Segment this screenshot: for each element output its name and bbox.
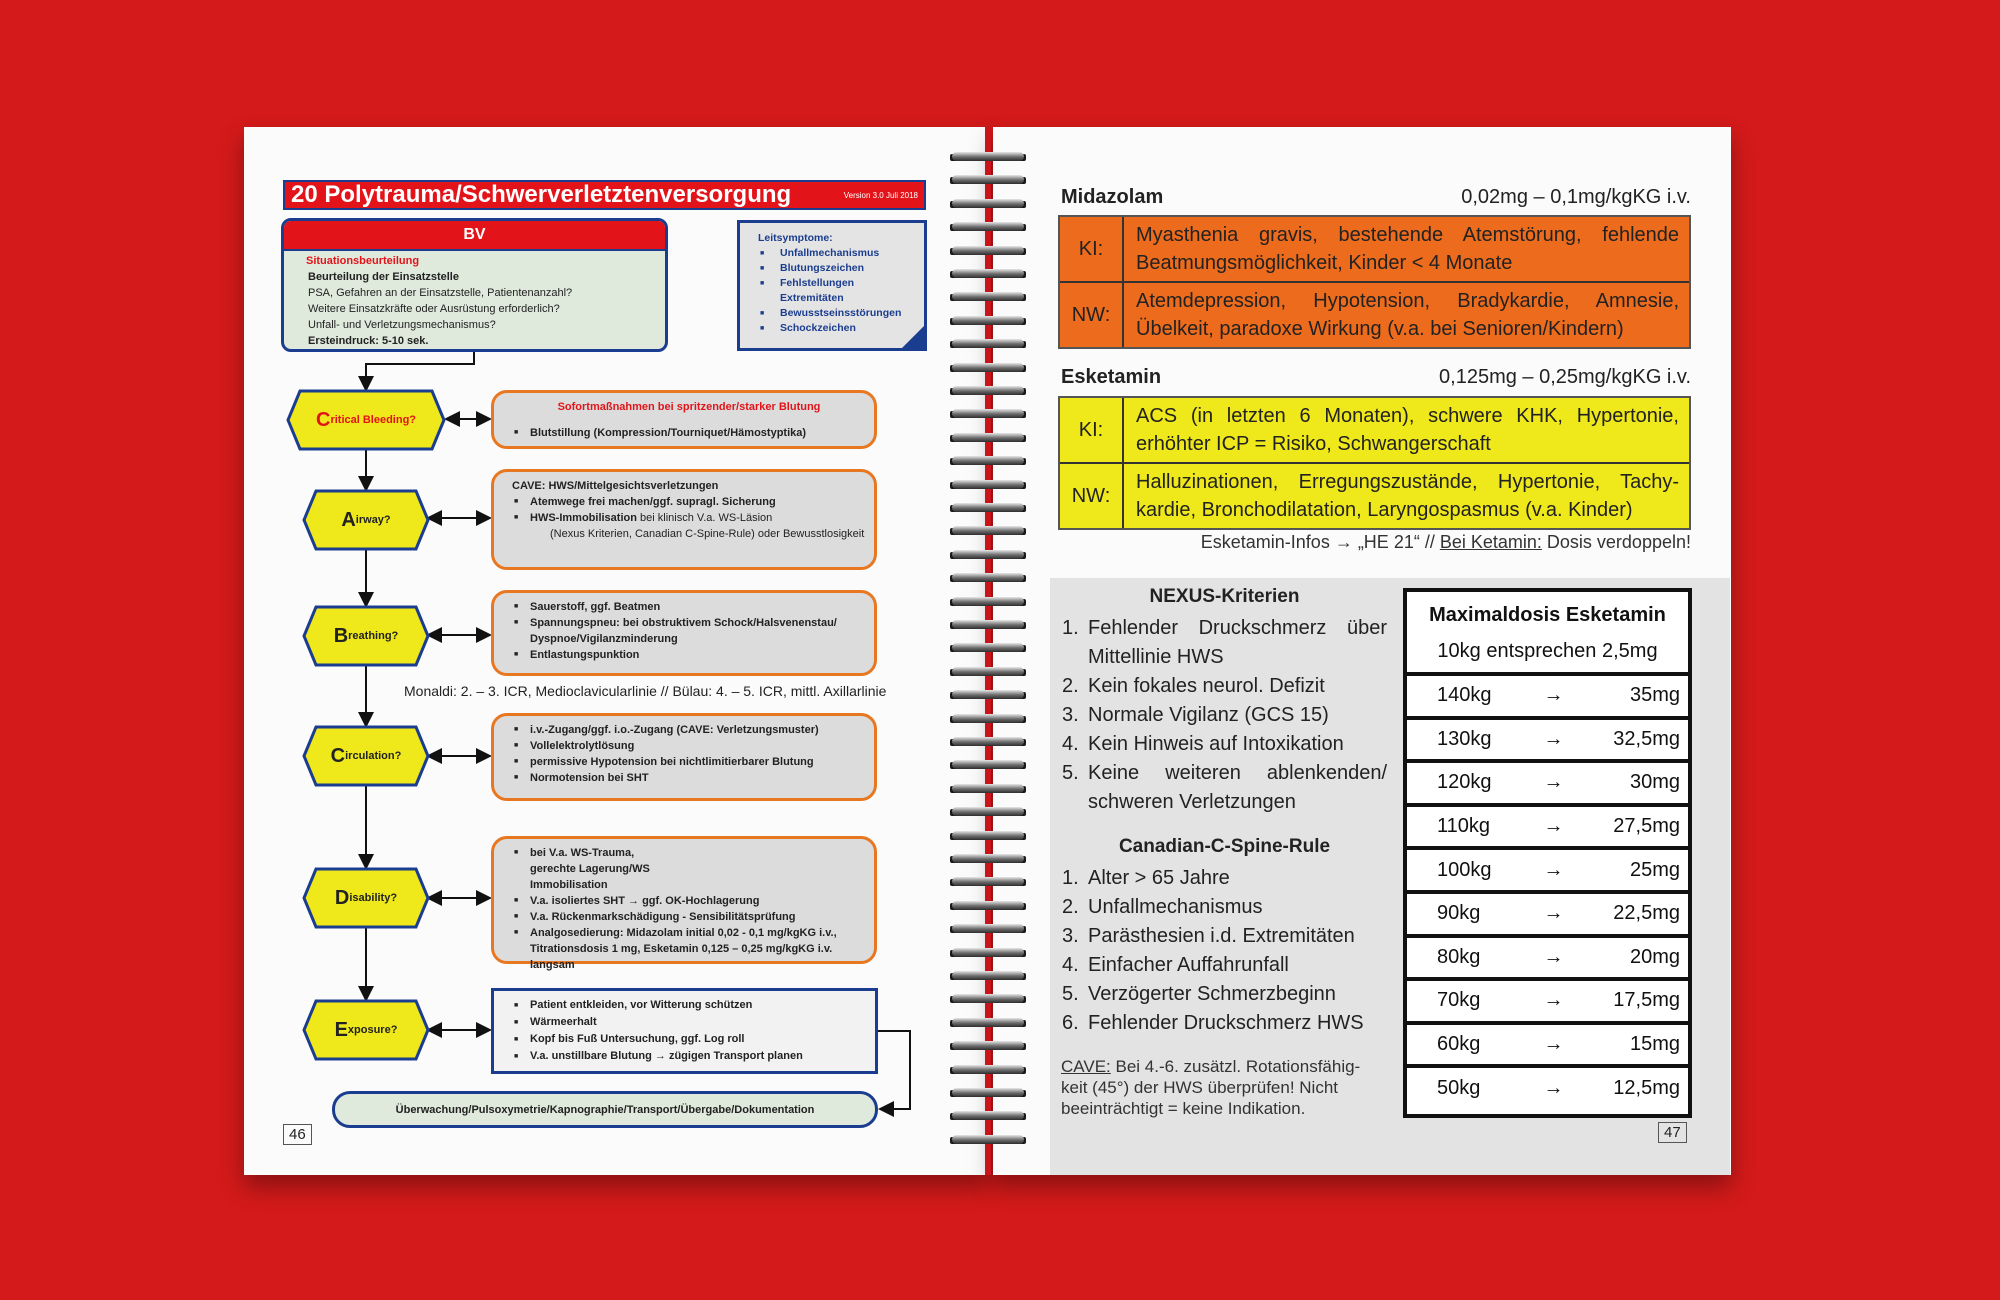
step-airway — [302, 489, 430, 551]
dose-weight: 120kg — [1437, 771, 1492, 794]
box-item: ■ Sauerstoff, ggf. Beatmen — [512, 599, 866, 615]
list-item: 5. Keine weiteren ablenkenden/ schweren Verletzungen — [1062, 762, 1387, 813]
dose-amount: 12,5mg — [1613, 1076, 1680, 1099]
max-dose-subtitle: 10kg entsprechen 2,5mg — [1437, 640, 1658, 662]
page-number-left: 46 — [283, 1124, 312, 1145]
list-item: 2. Kein fokales neurol. Defizit — [1062, 675, 1325, 697]
hws-rest: bei klinisch V.a. WS-Läsion — [636, 512, 773, 524]
list-item: 6. Fehlender Druckschmerz HWS — [1062, 1012, 1364, 1034]
step-label: isability? — [349, 892, 398, 904]
dose-amount: 32,5mg — [1613, 727, 1680, 750]
dose-row — [1407, 803, 1688, 847]
nw-text: Atemdepression, Hypotension, Bradykardie, Amnesie, Übelkeit, paradoxe Wirkung (v.a. bei Senioren/Kindern) — [1124, 281, 1689, 347]
arrow-icon: → — [1543, 727, 1564, 750]
cave-note — [1061, 1056, 1386, 1119]
dose-weight: 50kg — [1437, 1076, 1481, 1099]
step-label: reathing? — [348, 630, 399, 642]
box-circulation — [491, 713, 877, 801]
box-item: ■ Spannungspneu: bei obstruktivem Schock/Halsvenenstau/ Dyspnoe/Vigilanzminderung — [512, 615, 866, 647]
dose-weight: 60kg — [1437, 1033, 1481, 1056]
dose-weight: 70kg — [1437, 989, 1481, 1012]
step-exposure — [302, 999, 430, 1061]
box-item — [512, 510, 866, 526]
note-underline: Bei Ketamin: — [1439, 532, 1542, 552]
arrow-icon: → — [1543, 945, 1564, 968]
ki-text: Myasthenia gravis, bestehende Atemstörung, fehlende Beatmungsmöglichkeit, Kinder < 4 Monate — [1136, 224, 1679, 274]
dose-amount: 35mg — [1629, 684, 1680, 707]
box-item: ■ Vollelektrolytlösung — [512, 738, 866, 754]
dose-row — [1407, 1064, 1688, 1108]
ki-text: ACS (in letzten 6 Monaten), schwere KHK, Hypertonie, erhöhter ICP = Risiko, Schwangerschaft — [1136, 405, 1679, 455]
corner-triangle — [902, 326, 924, 348]
list-item: 1. Alter > 65 Jahre — [1062, 867, 1230, 889]
einsatzstelle-label: Beurteilung der Einsatzstelle — [308, 271, 459, 283]
dose-row — [1407, 672, 1688, 716]
leitsymptom-item: ■ Fehlstellungen Extremitäten — [758, 276, 878, 306]
box-item: ■ i.v.-Zugang/ggf. i.o.-Zugang (CAVE: Verletzungsmuster) — [512, 722, 866, 738]
list-item: 3. Parästhesien i.d. Extremitäten — [1062, 925, 1355, 947]
step-letter: D — [334, 886, 350, 909]
chapter-title: 20 Polytrauma/Schwerverletztenversorgung — [291, 181, 792, 208]
list-item: 3. Normale Vigilanz (GCS 15) — [1062, 704, 1329, 726]
box-item: ■ Normotension bei SHT — [512, 770, 866, 786]
step-label: ritical Bleeding? — [330, 414, 417, 426]
step-label: irway? — [355, 514, 391, 526]
nw-text: Halluzinationen, Erregungszustände, Hypertonie, Tachy-kardie, Bronchodilatation, Laryngospasmus (v.a. Kinder) — [1124, 462, 1689, 528]
arrow-icon: → — [1543, 1076, 1564, 1099]
dose-weight: 140kg — [1437, 684, 1492, 707]
bv-line: Unfall- und Verletzungsmechanismus? — [308, 319, 496, 331]
esketamin-note — [1160, 532, 1691, 553]
drug-dose: 0,02mg – 0,1mg/kgKG i.v. — [1461, 186, 1691, 208]
dose-weight: 90kg — [1437, 902, 1481, 925]
box-item: ■ Atemwege frei machen/ggf. supragl. Sicherung — [512, 494, 866, 510]
midazolam-table — [1058, 215, 1691, 349]
dose-amount: 17,5mg — [1613, 989, 1680, 1012]
step-critical-bleeding — [286, 389, 446, 451]
box-disability — [491, 836, 877, 971]
max-dose-title: Maximaldosis Esketamin — [1429, 604, 1666, 626]
arrow-icon: → — [1543, 902, 1564, 925]
ersteindruck-label: Ersteindruck: 5-10 sek. — [308, 335, 429, 347]
max-dose-table — [1403, 588, 1692, 1118]
dose-row — [1407, 890, 1688, 934]
dose-amount: 25mg — [1629, 858, 1680, 881]
nw-label: NW: — [1060, 281, 1124, 347]
drug-dose: 0,125mg – 0,25mg/kgKG i.v. — [1439, 366, 1691, 388]
box-item: ■ V.a. Rückenmarkschädigung - Sensibilitätsprüfung — [512, 909, 866, 925]
leitsymptom-item: ■ Schockzeichen — [758, 321, 924, 336]
box-item: ■ permissive Hypotension bei nichtlimitierbarer Blutung — [512, 754, 866, 770]
chapter-title-bar — [283, 180, 926, 210]
monaldi-note: Monaldi: 2. – 3. ICR, Medioclavicularlinie // Bülau: 4. – 5. ICR, mittl. Axillarlinie — [404, 683, 887, 699]
dose-weight: 110kg — [1437, 815, 1491, 838]
dose-amount: 27,5mg — [1613, 815, 1680, 838]
arrow-icon: → — [1543, 858, 1564, 881]
box-item: ■ V.a. unstillbare Blutung → zügigen Transport planen — [512, 1048, 867, 1065]
drug-name: Midazolam — [1061, 186, 1164, 208]
dose-weight: 130kg — [1437, 727, 1492, 750]
box-header: CAVE: HWS/Mittelgesichtsverletzungen — [512, 480, 719, 492]
nexus-title: NEXUS-Kriterien — [1149, 586, 1300, 607]
cave-label: CAVE: — [1061, 1057, 1111, 1076]
note-text: Esketamin-Infos → „HE 21“ // — [1200, 532, 1440, 552]
esketamin-heading — [1061, 366, 1691, 389]
dose-amount: 15mg — [1629, 1033, 1680, 1056]
list-item: 4. Einfacher Auffahrunfall — [1062, 954, 1289, 976]
arrow-icon: → — [1543, 989, 1564, 1012]
leitsymptom-item: ■ Bewusstseinsstörungen — [758, 306, 924, 321]
dose-row — [1407, 759, 1688, 803]
canadian-title: Canadian-C-Spine-Rule — [1118, 836, 1331, 857]
ki-label: KI: — [1060, 398, 1124, 462]
box-header: Sofortmaßnahmen bei spritzender/starker Blutung — [557, 401, 821, 413]
page-number-right: 47 — [1658, 1122, 1687, 1143]
arrow-icon: → — [1543, 815, 1564, 838]
nexus-list — [1062, 614, 1387, 817]
box-item: ■ Entlastungspunktion — [512, 647, 866, 663]
step-label: xposure? — [347, 1024, 398, 1036]
list-item: 5. Verzögerter Schmerzbeginn — [1062, 983, 1336, 1005]
bv-line: Weitere Einsatzkräfte oder Ausrüstung erforderlich? — [308, 303, 560, 315]
box-item: ■ Analgosedierung: Midazolam initial 0,02 - 0,1 mg/kgKG i.v., Titrationsdosis 1 mg, Esketamin 0,125 – 0,25 mg/kgKG i.v. langsam — [512, 925, 866, 973]
box-exposure — [491, 988, 878, 1074]
dose-amount: 22,5mg — [1613, 902, 1680, 925]
step-letter: E — [334, 1018, 348, 1041]
dose-row — [1407, 977, 1688, 1021]
bv-box — [281, 218, 668, 352]
dose-amount: 30mg — [1629, 771, 1680, 794]
leitsymptome-box — [737, 220, 927, 351]
step-breathing — [302, 605, 430, 667]
monitoring-box: Überwachung/Pulsoxymetrie/Kapnographie/Transport/Übergabe/Dokumentation — [332, 1091, 878, 1128]
list-item: 4. Kein Hinweis auf Intoxikation — [1062, 733, 1344, 755]
arrow-icon: → — [1543, 684, 1564, 707]
box-item: ■ V.a. isoliertes SHT → ggf. OK-Hochlagerung — [512, 893, 866, 909]
step-label: irculation? — [345, 750, 402, 762]
dose-row — [1407, 1021, 1688, 1065]
box-item: ■ Wärmeerhalt — [512, 1014, 867, 1031]
dose-row — [1407, 846, 1688, 890]
leitsymptome-header: Leitsymptome: — [758, 232, 833, 244]
box-item: ■ Kopf bis Fuß Untersuchung, ggf. Log roll — [512, 1031, 867, 1048]
step-circulation — [302, 725, 430, 787]
box-breathing — [491, 590, 877, 676]
bv-line: PSA, Gefahren an der Einsatzstelle, Patientenanzahl? — [308, 287, 573, 299]
box-item: ■ Patient entkleiden, vor Witterung schützen — [512, 997, 867, 1014]
box-critical-bleeding — [491, 390, 877, 449]
arrow-icon: → — [1543, 1033, 1564, 1056]
box-item: ■ Blutstillung (Kompression/Tourniquet/Hämostyptika) — [512, 425, 866, 441]
hws-label: HWS-Immobilisation — [530, 512, 637, 524]
leitsymptom-item: ■ Blutungszeichen — [758, 261, 924, 276]
dose-row — [1407, 934, 1688, 978]
dose-weight: 80kg — [1437, 945, 1481, 968]
ki-label: KI: — [1060, 217, 1124, 281]
arrow-icon: → — [1543, 771, 1564, 794]
list-item: 1. Fehlender Druckschmerz über Mittellinie HWS — [1062, 617, 1387, 668]
version-label: Version 3.0 Juli 2018 — [843, 190, 918, 200]
nw-label: NW: — [1060, 462, 1124, 528]
step-letter: B — [333, 624, 349, 647]
step-disability — [302, 867, 430, 929]
dose-amount: 20mg — [1629, 945, 1680, 968]
step-letter: C — [315, 408, 331, 431]
cave-text: Bei 4.-6. zusätzl. Rotationsfähig-keit (45°) der HWS überprüfen! Nicht beeinträchtigt = keine Indikation. — [1061, 1057, 1361, 1118]
leitsymptom-item: ■ Unfallmechanismus — [758, 246, 924, 261]
step-letter: A — [341, 508, 356, 531]
step-letter: C — [330, 744, 346, 767]
dose-row — [1407, 716, 1688, 760]
bv-header: BV — [284, 221, 665, 251]
box-airway — [491, 469, 877, 570]
esketamin-table — [1058, 396, 1691, 530]
box-subtext: (Nexus Kriterien, Canadian C-Spine-Rule) oder Bewusstlosigkeit — [550, 528, 865, 540]
dose-weight: 100kg — [1437, 858, 1492, 881]
situation-label: Situationsbeurteilung — [306, 255, 420, 267]
list-item: 2. Unfallmechanismus — [1062, 896, 1263, 918]
note-text: Dosis verdoppeln! — [1541, 532, 1691, 552]
box-item: ■ bei V.a. WS-Trauma, gerechte Lagerung/WS Immobilisation — [512, 845, 682, 893]
drug-name: Esketamin — [1061, 366, 1162, 388]
canadian-list — [1062, 864, 1387, 1038]
midazolam-heading — [1061, 186, 1691, 209]
